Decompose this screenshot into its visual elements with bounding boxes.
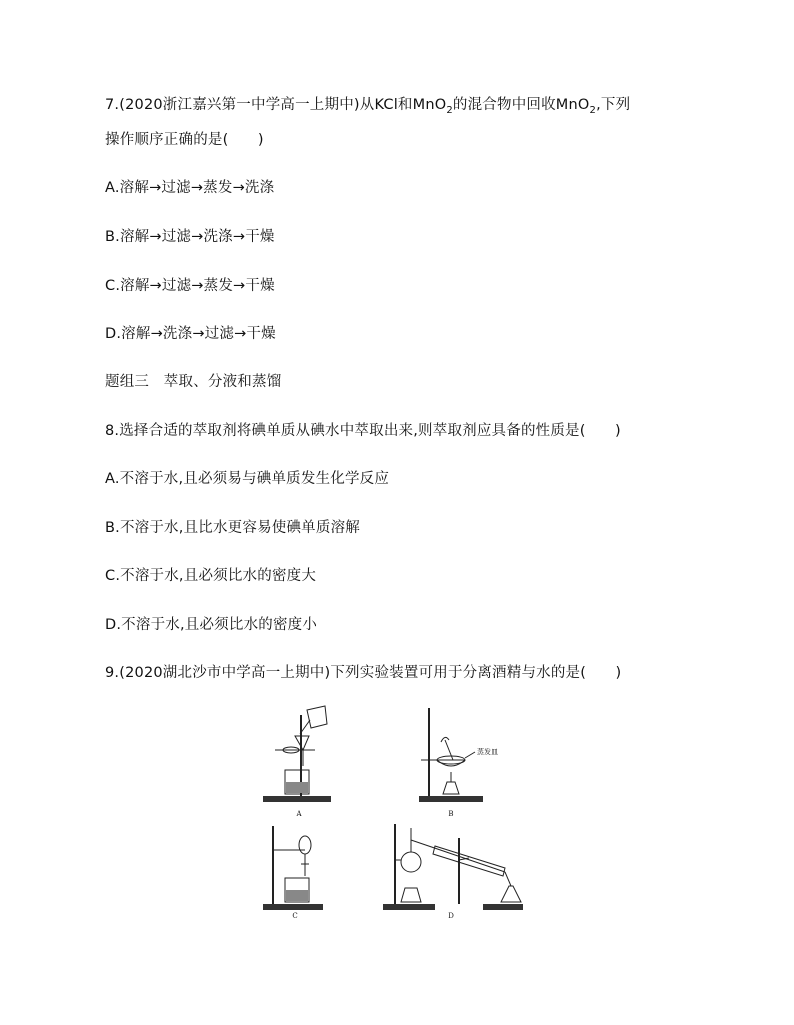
q8-option-c: C.不溶于水,且必须比水的密度大 (105, 568, 317, 584)
label-a: A (296, 810, 302, 818)
apparatus-d (383, 824, 523, 910)
q7-text: 7.(2020浙江嘉兴第一中学高一上期中)从KCl和MnO (105, 97, 447, 113)
label-b: B (448, 810, 454, 818)
label-d: D (448, 912, 454, 920)
q8-option-a: A.不溶于水,且必须易与碘单质发生化学反应 (105, 471, 390, 487)
q7-option-a: A.溶解→过滤→蒸发→洗涤 (105, 180, 275, 196)
apparatus-a (263, 706, 331, 802)
q7-line1 (105, 95, 630, 121)
q7-text: 的混合物中回收MnO (452, 97, 590, 113)
q7-subscript: 2 (589, 104, 597, 116)
apparatus-figure (255, 700, 555, 930)
q7-text: ,下列 (596, 97, 631, 113)
q7-option-b: B.溶解→过滤→洗涤→干燥 (105, 229, 275, 245)
q8-option-d: D.不溶于水,且必须比水的密度小 (105, 617, 318, 633)
section-heading: 题组三 萃取、分液和蒸馏 (105, 374, 282, 390)
q7-option-d: D.溶解→洗涤→过滤→干燥 (105, 326, 276, 342)
apparatus-b (419, 708, 483, 802)
q8-stem: 8.选择合适的萃取剂将碘单质从碘水中萃取出来,则萃取剂应具备的性质是( ) (105, 423, 621, 439)
label-c: C (292, 912, 298, 920)
apparatus-c (263, 826, 323, 910)
q7-subscript: 2 (446, 104, 453, 116)
q7-line2: 操作顺序正确的是( ) (105, 132, 264, 148)
q7-option-c: C.溶解→过滤→蒸发→干燥 (105, 278, 275, 294)
q8-option-b: B.不溶于水,且比水更容易使碘单质溶解 (105, 520, 360, 536)
evaporating-dish-label: 蒸发皿 (477, 748, 498, 756)
q9-stem: 9.(2020湖北沙市中学高一上期中)下列实验装置可用于分离酒精与水的是( ) (105, 665, 622, 681)
